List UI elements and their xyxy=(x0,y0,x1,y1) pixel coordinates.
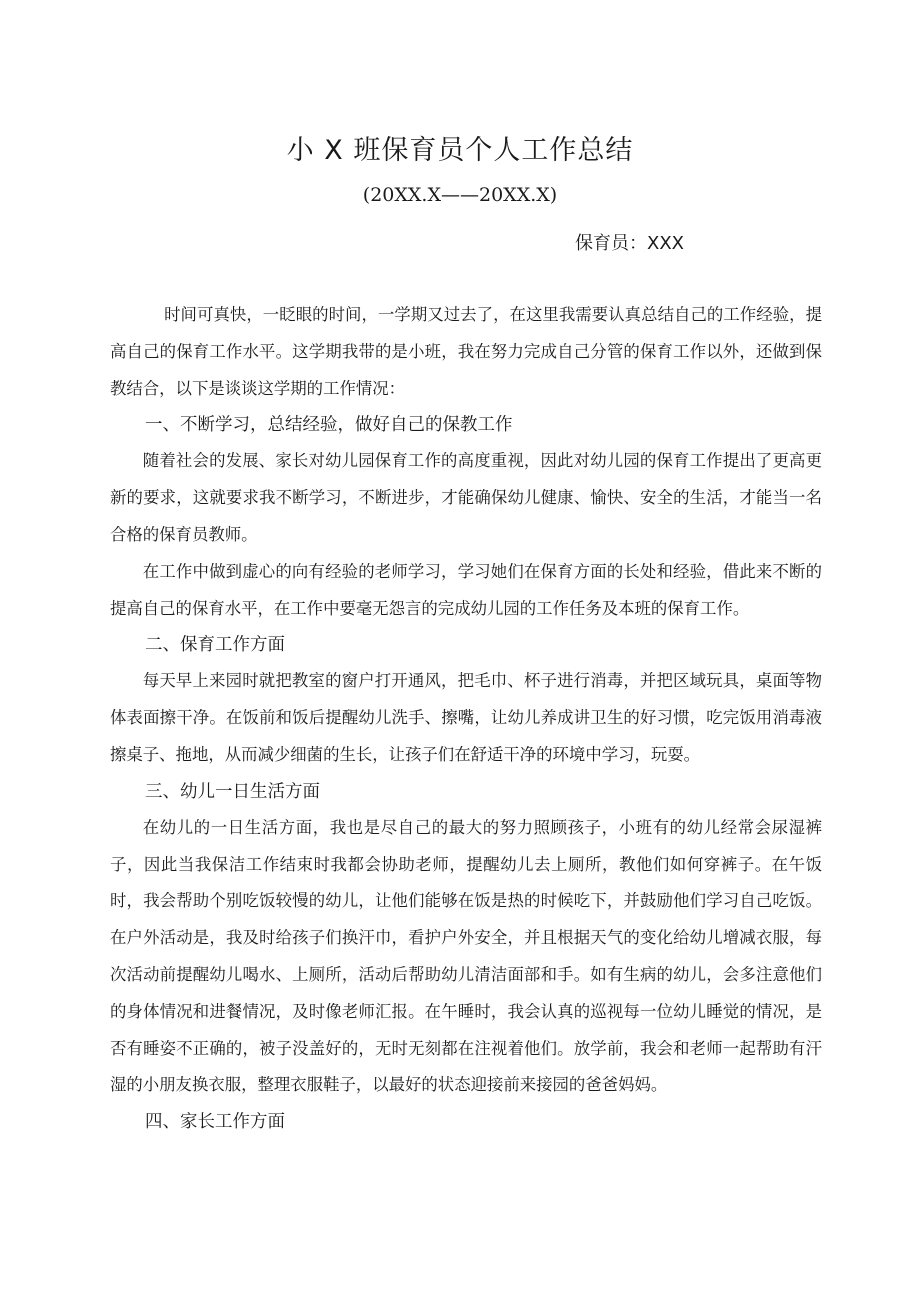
section-3-paragraph-1: 在幼儿的一日生活方面，我也是尽自己的最大的努力照顾孩子，小班有的幼儿经常会尿湿裤子，因此当我保洁工作结束时我都会协助老师，提醒幼儿去上厕所，教他们如何穿裤子。在午饭时，我会帮助个别吃饭较慢的幼儿，让他们能够在饭是热的时候吃下，并鼓励他们学习自己吃饭。在户外活动是，我及时给孩子们换汗巾，看护户外安全，并且根据天气的变化给幼儿增减衣服，每次活动前提醒幼儿喝水、上厕所，活动后帮助幼儿清洁面部和手。如有生病的幼儿，会多注意他们的身体情况和进餐情况，及时像老师汇报。在午睡时，我会认真的巡视每一位幼儿睡觉的情况，是否有睡姿不正确的，被子没盖好的，无时无刻都在注视着他们。放学前，我会和老师一起帮助有汗湿的小朋友换衣服，整理衣服鞋子，以最好的状态迎接前来接园的爸爸妈妈。 xyxy=(110,817,822,1095)
section-heading-2: 二、保育工作方面 xyxy=(145,635,285,656)
section-heading-4: 四、家长工作方面 xyxy=(145,1112,285,1133)
document-author: 保育员：XXX xyxy=(575,233,684,254)
document-body xyxy=(110,297,822,1140)
section-1-paragraph-2: 在工作中做到虚心的向有经验的老师学习，学习她们在保育方面的长处和经验，借此来不断的提高自己的保育水平，在工作中要毫无怨言的完成幼儿园的工作任务及本班的保育工作。 xyxy=(110,561,822,618)
section-2-paragraph-1: 每天早上来园时就把教室的窗户打开通风，把毛巾、杯子进行消毒，并把区域玩具，桌面等物体表面擦干净。在饭前和饭后提醒幼儿洗手、擦嘴，让幼儿养成讲卫生的好习惯，吃完饭用消毒液擦桌子、拖地，从而减少细菌的生长，让孩子们在舒适干净的环境中学习，玩耍。 xyxy=(110,671,822,764)
section-heading-3: 三、幼儿一日生活方面 xyxy=(145,781,320,802)
section-1-paragraph-1: 随着社会的发展、家长对幼儿园保育工作的高度重视，因此对幼儿园的保育工作提出了更高更新的要求，这就要求我不断学习，不断进步，才能确保幼儿健康、愉快、安全的生活，才能当一名合格的保育员教师。 xyxy=(110,451,822,544)
document-title: 小 X 班保育员个人工作总结 xyxy=(286,135,634,166)
intro-paragraph: 时间可真快，一眨眼的时间，一学期又过去了，在这里我需要认真总结自己的工作经验，提高自己的保育工作水平。这学期我带的是小班，我在努力完成自己分管的保育工作以外，还做到保教结合，以下是谈谈这学期的工作情况： xyxy=(110,305,822,398)
section-heading-1: 一、不断学习，总结经验，做好自己的保教工作 xyxy=(145,415,513,436)
document-period: (20XX.X——20XX.X) xyxy=(362,184,558,206)
